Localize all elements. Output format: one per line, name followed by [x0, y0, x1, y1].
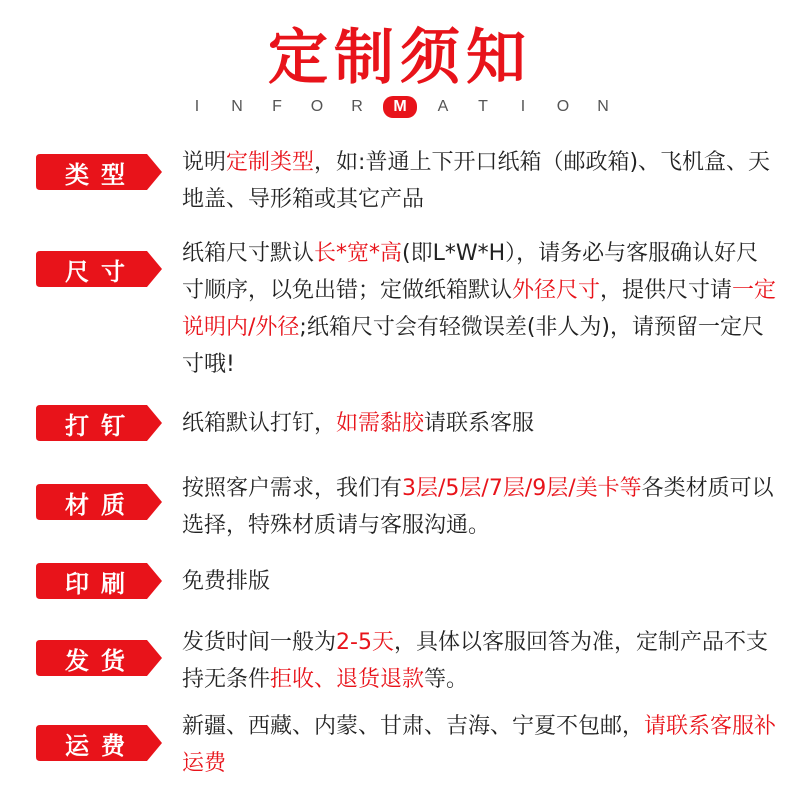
body-text: 请联系客服 [424, 411, 535, 436]
notice-text-freight [182, 708, 777, 782]
subtitle-letter: T [478, 98, 488, 115]
body-text: 按照客户需求，我们有 [182, 476, 403, 501]
subtitle-letter: I [520, 98, 526, 115]
notice-text-printing [182, 563, 777, 600]
highlight-text: 定制类型 [226, 150, 315, 175]
body-text: 纸箱尺寸默认 [182, 241, 315, 266]
label-badge-printing [36, 563, 162, 599]
highlight-text: 如需黏胶 [336, 411, 425, 436]
highlight-text: 一定说明内/外径 [182, 278, 777, 340]
badge-label: 发货 [65, 646, 137, 675]
subtitle-letter: I [194, 98, 200, 115]
notice-text-nail [182, 405, 777, 442]
subtitle-letter: M [383, 96, 417, 118]
body-text: 纸箱默认打钉， [182, 411, 337, 436]
label-badge-material [36, 484, 162, 520]
body-text: 说明 [182, 150, 227, 175]
subtitle-letter: N [597, 98, 609, 115]
body-text: ，如:普通上下开口纸箱（邮政箱)、飞机盒、天地盖、导形箱或其它产品 [182, 150, 771, 212]
page-title: 定制须知 [268, 23, 532, 93]
notice-text-material [182, 470, 777, 544]
subtitle-letter: N [231, 98, 243, 115]
badge-label: 印刷 [65, 569, 137, 598]
notice-text-shipping [182, 624, 777, 698]
highlight-text: 外径尺寸 [512, 278, 601, 303]
badge-label: 材质 [65, 490, 137, 519]
label-badge-freight [36, 725, 162, 761]
badge-label: 尺寸 [65, 257, 137, 286]
label-badge-nail [36, 405, 162, 441]
badge-label: 运费 [65, 731, 137, 760]
subtitle-letter: F [272, 98, 282, 115]
body-text: ，提供尺寸请 [600, 278, 733, 303]
badge-label: 打钉 [65, 411, 137, 440]
notice-text-type [182, 144, 777, 218]
body-text: 等。 [424, 667, 469, 692]
notice-text-size [182, 235, 777, 383]
body-text: 新疆、西藏、内蒙、甘肃、吉海、宁夏不包邮， [182, 714, 645, 739]
body-text: 发货时间一般为 [182, 630, 337, 655]
body-text: (即L*W*H），请务必与客服确认好尺寸顺序，以免出错；定做纸箱默认 [182, 241, 759, 303]
subtitle-letter: O [310, 98, 324, 115]
subtitle-letter: A [437, 98, 449, 115]
label-badge-shipping [36, 640, 162, 676]
subtitle-information [0, 96, 800, 118]
body-text: 各类材质可以选择，特殊材质请与客服沟通。 [182, 476, 774, 538]
subtitle-letter: O [556, 98, 570, 115]
highlight-text: 请联系客服补运费 [182, 714, 777, 776]
label-badge-type [36, 154, 162, 190]
label-badge-size [36, 251, 162, 287]
highlight-text: 拒收、退货退款 [270, 667, 425, 692]
subtitle-letter: R [351, 98, 363, 115]
highlight-text: 长*宽*高 [314, 241, 403, 266]
body-text: 免费排版 [182, 569, 271, 594]
highlight-text: 3层/5层/7层/9层/美卡等 [402, 476, 642, 501]
badge-label: 类型 [65, 160, 137, 189]
highlight-text: 2-5天 [336, 630, 394, 655]
body-text: ;纸箱尺寸会有轻微误差(非人为)，请预留一定尺寸哦! [182, 315, 765, 377]
body-text: ，具体以客服回答为准，定制产品不支持无条件 [182, 630, 768, 692]
